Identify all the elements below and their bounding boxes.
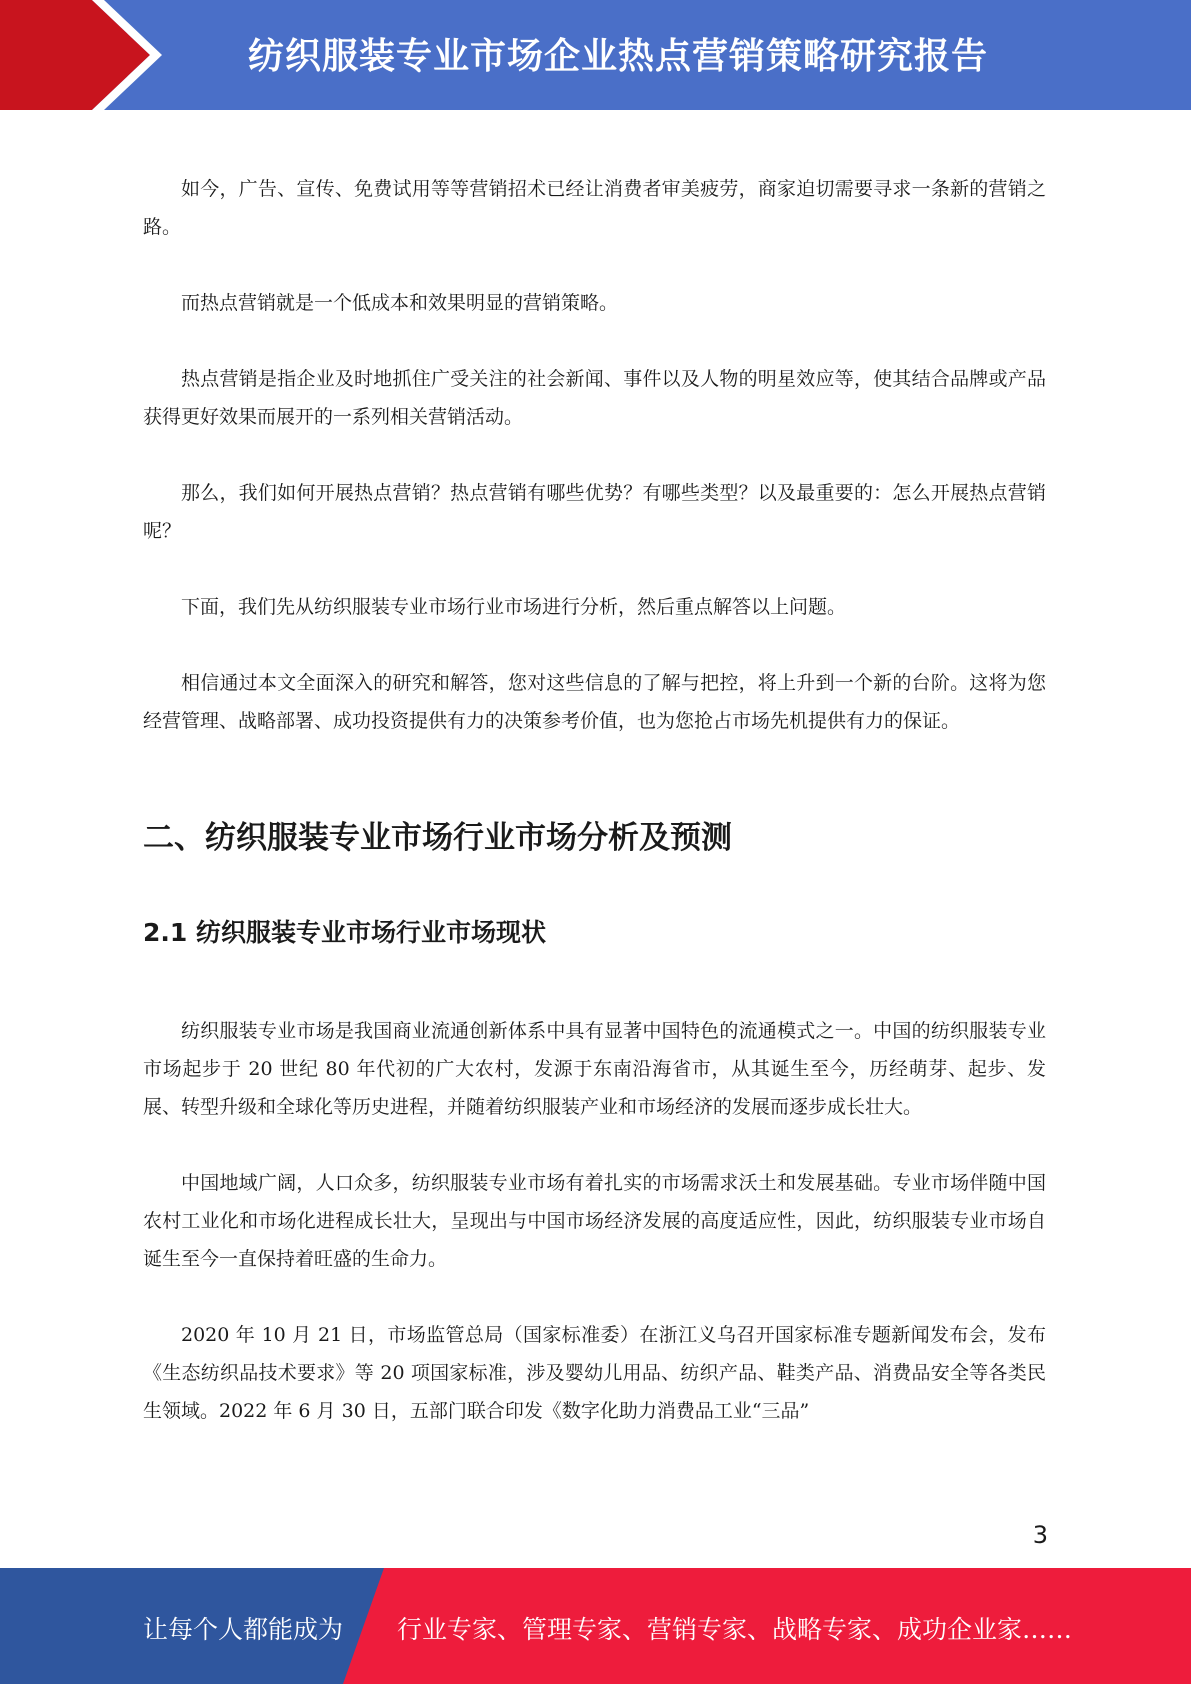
footer-slogan-right: 行业专家、管理专家、营销专家、战略专家、成功企业家…… <box>397 1615 1073 1644</box>
section-paragraph-1: 纺织服装专业市场是我国商业流通创新体系中具有显著中国特色的流通模式之一。中国的纺织服装专业市场起步于 20 世纪 80 年代初的广大农村，发源于东南沿海省市，从其诞生至今，历经萌芽、起步、发展、转型升级和全球化等历史进程，并随着纺织服装产业和市场经济的发展而逐步成长壮大。 <box>143 1020 1046 1118</box>
page-header <box>0 0 1191 110</box>
section-paragraph-2: 中国地域广阔，人口众多，纺织服装专业市场有着扎实的市场需求沃土和发展基础。专业市场伴随中国农村工业化和市场化进程成长壮大，呈现出与中国市场经济发展的高度适应性，因此，纺织服装专业市场自诞生至今一直保持着旺盛的生命力。 <box>143 1172 1046 1270</box>
intro-paragraph-3: 热点营销是指企业及时地抓住广受关注的社会新闻、事件以及人物的明星效应等，使其结合品牌或产品获得更好效果而展开的一系列相关营销活动。 <box>143 368 1046 428</box>
red-arrow-shape <box>0 0 150 110</box>
section-paragraph-3: 2020 年 10 月 21 日，市场监管总局（国家标准委）在浙江义乌召开国家标准专题新闻发布会，发布《生态纺织品技术要求》等 20 项国家标准，涉及婴幼儿用品、纺织产品、鞋类产品、消费品安全等各类民生领域。2022 年 6 月 30 日，五部门联合印发《数字化助力消费品工业“三品” <box>143 1324 1046 1422</box>
page-footer <box>0 1568 1191 1684</box>
intro-paragraph-1: 如今，广告、宣传、免费试用等等营销招术已经让消费者审美疲劳，商家迫切需要寻求一条新的营销之路。 <box>143 178 1046 238</box>
section-heading: 二、纺织服装专业市场行业市场分析及预测 <box>143 820 732 856</box>
page-number: 3 <box>1032 1521 1048 1549</box>
intro-paragraph-4: 那么，我们如何开展热点营销？热点营销有哪些优势？有哪些类型？以及最重要的：怎么开展热点营销呢？ <box>143 482 1046 542</box>
page-content <box>143 170 1046 1468</box>
footer-slogan-left: 让每个人都能成为 <box>143 1615 344 1644</box>
intro-paragraph-2: 而热点营销就是一个低成本和效果明显的营销策略。 <box>181 292 619 314</box>
intro-paragraph-5: 下面，我们先从纺织服装专业市场行业市场进行分析，然后重点解答以上问题。 <box>181 596 847 618</box>
intro-paragraph-6: 相信通过本文全面深入的研究和解答，您对这些信息的了解与把控，将上升到一个新的台阶。这将为您经营管理、战略部署、成功投资提供有力的决策参考价值，也为您抢占市场先机提供有力的保证。 <box>143 672 1046 732</box>
subsection-heading: 2.1 纺织服装专业市场行业市场现状 <box>143 918 546 947</box>
report-title: 纺织服装专业市场企业热点营销策略研究报告 <box>248 36 989 77</box>
